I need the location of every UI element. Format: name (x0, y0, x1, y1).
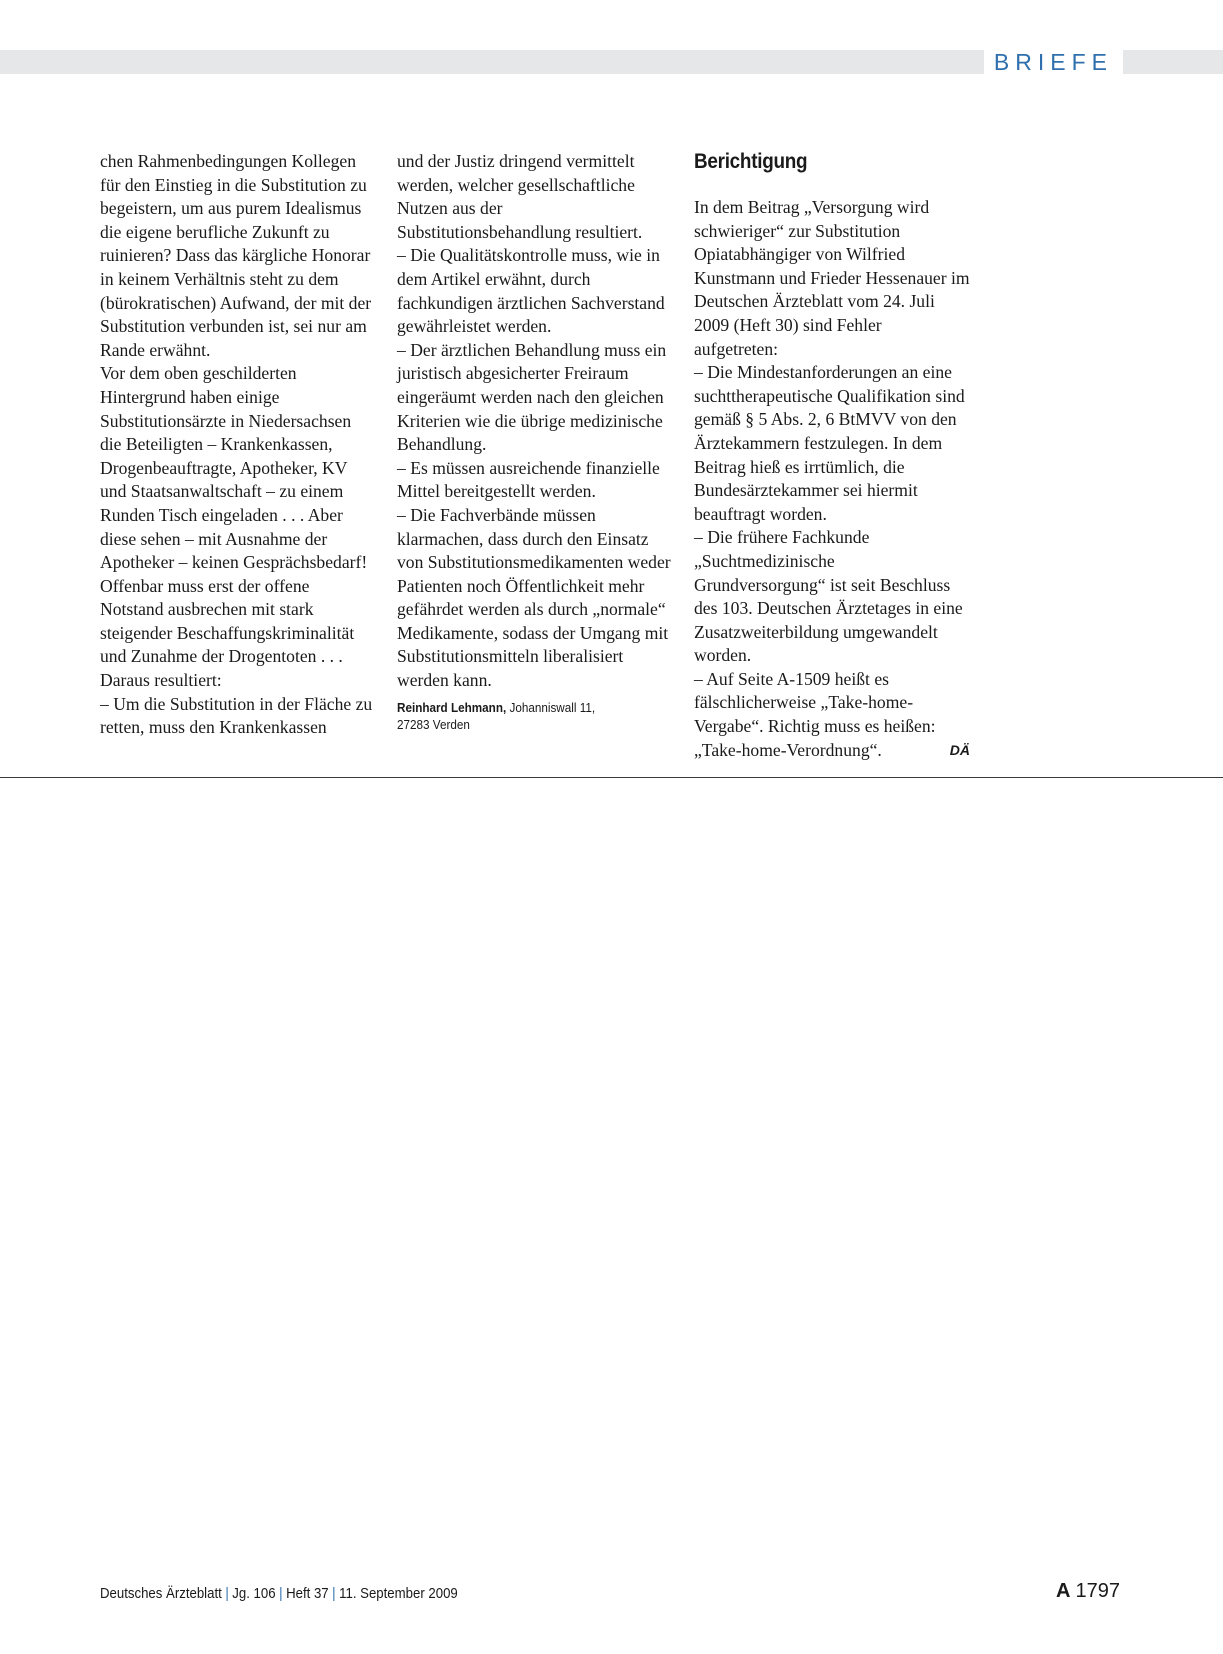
footer-separator: | (225, 1585, 229, 1602)
paragraph: Daraus resultiert: (100, 670, 222, 691)
journal-name: Deutsches Ärzteblatt (100, 1585, 222, 1602)
column-2 (397, 150, 673, 733)
paragraph: chen Rahmenbedingungen Kollegen für den Einstieg in die Substitution zu begeistern, um aus purem Idealismus die eigene berufliche Zukunft zu ruinieren? Dass das kärgliche Honorar in keinem Verhältnis steht zu dem (bürokratischen) Aufwand, der mit der Substitution verbunden ist, sei nur am Rande erwähnt. (100, 151, 372, 360)
editor-mark: DÄ (949, 741, 970, 758)
letter-signature (397, 699, 645, 733)
correction-heading: Berichtigung (694, 150, 808, 173)
page-number (1056, 1580, 1120, 1603)
footer-separator: | (279, 1585, 283, 1602)
footer-citation (100, 1585, 458, 1602)
section-label: BRIEFE (984, 48, 1123, 76)
page-prefix: A (1056, 1580, 1071, 1602)
paragraph: – Auf Seite A-1509 heißt es fälschlicherweise „Take-home-Vergabe“. Richtig muss es heißen: „Take-home-Verordnung“. (694, 668, 936, 760)
column-3 (694, 150, 970, 762)
author-address: Johanniswall 11, (506, 699, 596, 715)
paragraph: Vor dem oben geschilderten Hintergrund haben einige Substitutionsärzte in Niedersachsen die Beteiligten – Krankenkassen, Drogenbeauftragte, Apotheker, KV und Staatsanwaltschaft – zu einem Runden Tisch eingeladen . . . Aber diese sehen – mit Ausnahme der Apotheker – keinen Gesprächsbedarf! Offenbar muss erst der offene Notstand ausbrechen mit stark steigender Beschaffungskriminalität und Zunahme der Drogentoten . . . (100, 363, 368, 667)
journal-date: 11. September 2009 (339, 1585, 458, 1602)
paragraph: – Die Qualitätskontrolle muss, wie in dem Artikel erwähnt, durch fachkundigen ärztlichen Sachverstand gewährleistet werden. (397, 245, 665, 337)
journal-volume: Jg. 106 (232, 1585, 276, 1602)
footer-separator: | (332, 1585, 336, 1602)
paragraph-with-mark (694, 668, 970, 762)
paragraph: – Die Mindestanforderungen an eine suchttherapeutische Qualifikation sind gemäß § 5 Abs. 2, 6 BtMVV von den Ärztekammern festzulegen. In dem Beitrag hieß es irrtümlich, die Bundesärztekammer sei hiermit beauftragt worden. (694, 362, 965, 524)
paragraph: – Die frühere Fachkunde „Suchtmedizinische Grundversorgung“ ist seit Beschluss des 103. Deutschen Ärztetages in eine Zusatzweiterbildung umgewandelt worden. (694, 527, 963, 666)
paragraph: – Um die Substitution in der Fläche zu retten, muss den Krankenkassen (100, 693, 373, 738)
journal-issue: Heft 37 (286, 1585, 329, 1602)
paragraph: – Die Fachverbände müssen klarmachen, dass durch den Einsatz von Substitutionsmedikamenten weder Patienten noch Öffentlichkeit mehr gefährdet werden als durch „normale“ Medikamente, sodass der Umgang mit Substitutionsmitteln liberalisiert werden kann. (397, 504, 671, 691)
paragraph: – Es müssen ausreichende finanzielle Mittel bereitgestellt werden. (397, 457, 660, 502)
page-number-value: 1797 (1075, 1580, 1120, 1602)
author-city: 27283 Verden (397, 716, 470, 732)
section-divider (0, 777, 1223, 778)
paragraph: In dem Beitrag „Versorgung wird schwieriger“ zur Substitution Opiatabhängiger von Wilfried Kunstmann und Frieder Hessenauer im Deutschen Ärzteblatt vom 24. Juli 2009 (Heft 30) sind Fehler aufgetreten: (694, 197, 970, 359)
paragraph: – Der ärztlichen Behandlung muss ein juristisch abgesicherter Freiraum eingeräumt werden nach den gleichen Kriterien wie die übrige medizinische Behandlung. (397, 339, 667, 455)
author-name: Reinhard Lehmann, (397, 699, 507, 715)
column-1 (100, 150, 376, 740)
paragraph: und der Justiz dringend vermittelt werden, welcher gesellschaftliche Nutzen aus der Substitutionsbehandlung resultiert. (397, 151, 643, 242)
